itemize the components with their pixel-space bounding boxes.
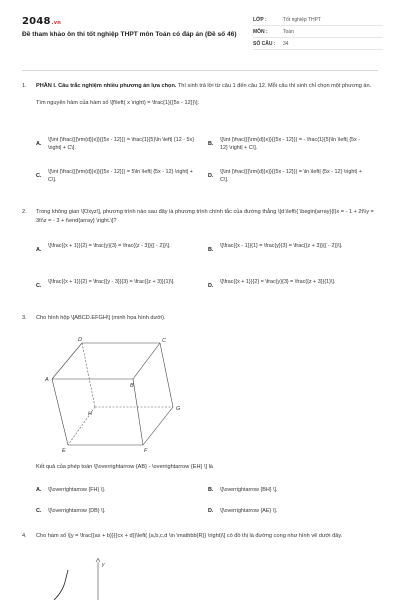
option-text: \[\frac{{x + 1}}{2} = \frac{y}{3} = \frac{{z + 3}}{1}\].: [220, 279, 336, 285]
option-label: A.: [36, 487, 42, 493]
vertex-label-h: H: [88, 411, 92, 417]
option-label: B.: [208, 141, 214, 147]
vertex-label-f: F: [144, 448, 148, 454]
option-text: \[\overrightarrow {BH} \].: [220, 487, 278, 493]
header-divider: [22, 70, 378, 71]
option-label: B.: [208, 247, 214, 253]
q3-option-d[interactable]: [208, 507, 368, 515]
meta-row-grade: [253, 14, 383, 26]
option-text: \[\overrightarrow {AE} \].: [220, 508, 278, 514]
option-label: D.: [208, 283, 214, 289]
question-4: [22, 532, 378, 541]
q3-prompt: [22, 463, 378, 472]
option-label: D.: [208, 508, 214, 514]
option-text: \[\frac{{x + 1}}{2} = \frac{{y - 3}}{3} = \frac{{z + 3}}{1}\].: [48, 279, 175, 285]
option-label: C.: [36, 508, 42, 514]
document-title: Đề tham khảo ôn thi tốt nghiệp THPT môn Toán có đáp án (Đề số 46): [22, 31, 237, 38]
option-label: A.: [36, 247, 42, 253]
meta-table: [253, 14, 383, 50]
meta-key: MÔN :: [253, 28, 268, 35]
option-text: \[\overrightarrow {DB} \].: [48, 508, 106, 514]
question-number: 4.: [22, 533, 27, 539]
meta-value: Tốt nghiệp THPT: [283, 16, 321, 23]
option-text: \[\overrightarrow {FH} \].: [48, 487, 106, 493]
edge-dh: [82, 343, 95, 407]
y-axis-label: y: [102, 562, 105, 568]
vertex-label-g: G: [176, 406, 181, 412]
question-2: [22, 208, 378, 225]
question-stem: Cho hàm số \[y = \frac{{ax + b}}{{cx + d}}\left( {a,b,c,d \in \mathbb{R}} \right)\] có đồ thị là đường cong như hình vẽ dưới đây.: [36, 533, 343, 539]
vertex-label-b: B: [130, 383, 134, 389]
question-intro: [36, 82, 378, 91]
option-text: \[\frac{{x - 1}}{1} = \frac{y}{3} = \frac{{z + 3}}{{ - 2}}\].: [220, 243, 343, 249]
option-label: D.: [208, 173, 214, 179]
page-header: [0, 0, 400, 64]
q1-option-c[interactable]: [36, 168, 196, 185]
q2-option-b[interactable]: [208, 242, 368, 253]
q2-option-a[interactable]: [36, 242, 196, 253]
edge-cg: [160, 343, 173, 407]
vertex-label-c: C: [162, 338, 166, 344]
section-heading: PHẦN I. Câu trắc nghiệm nhiều phương án lựa chọn.: [36, 83, 177, 89]
vertex-label-e: E: [62, 448, 66, 454]
q1-option-d[interactable]: [208, 168, 368, 185]
edge-bf: [133, 379, 143, 445]
question-stem: Cho hình hộp \[ABCD.EFGH\] (minh họa hình dưới).: [36, 315, 166, 321]
question-number: 1.: [22, 83, 27, 89]
question-prompt: Kết quả của phép toán \[\overrightarrow {AB} - \overrightarrow {EH} \] là: [36, 464, 213, 470]
q1-option-a[interactable]: [36, 136, 196, 153]
question-number: 3.: [22, 315, 27, 321]
option-label: C.: [36, 283, 42, 289]
site-logo[interactable]: [22, 16, 61, 27]
question-1: [22, 82, 378, 107]
meta-value: Toán: [283, 28, 294, 35]
option-label: A.: [36, 141, 42, 147]
question-number: 2.: [22, 209, 27, 215]
q1-option-b[interactable]: [208, 136, 368, 153]
q3-option-b[interactable]: [208, 486, 368, 494]
vertex-label-a: A: [45, 377, 49, 383]
option-label: C.: [36, 173, 42, 179]
edge-fg: [143, 407, 173, 445]
question-stem: Tìm nguyên hàm của hàm số \[f\left( x \right) = \frac{1}{{5x - 12}}\].: [36, 99, 200, 106]
y-axis-arrow-icon: [96, 559, 100, 563]
option-label: B.: [208, 487, 214, 493]
meta-row-count: [253, 38, 383, 50]
question-3: [22, 314, 378, 323]
question-stem: Trong không gian \[Oxyz\], phương trình nào sau đây là phương trình chính tắc của đường thẳng \[d:\left\{ \begin{array}{l}x = - 1 + 2t\\y = 3t\\z = - 3 + t\end{array} \right.\]?: [36, 209, 374, 224]
edge-ae: [52, 379, 68, 445]
vertex-label-d: D: [78, 337, 82, 343]
edge-ad: [52, 343, 82, 379]
option-text: \[\int {\frac{{{\rm{d}}x}}{{5x - 12}}} = 5\ln \left| {5x - 12} \right| + C\].: [48, 169, 193, 184]
meta-row-subject: [253, 26, 383, 38]
q3-option-c[interactable]: [36, 507, 196, 515]
section-instructions: Thí sinh trả lời từ câu 1 đến câu 12. Mỗi câu thí sinh chỉ chọn một phương án.: [176, 83, 372, 89]
logo-suffix: .vn: [51, 20, 61, 26]
meta-key: LỚP :: [253, 16, 267, 23]
edge-cb: [133, 343, 160, 379]
q2-option-c[interactable]: [36, 278, 196, 289]
option-text: \[\int {\frac{{{\rm{d}}x}}{{5x - 12}}} = - \frac{1}{5}\ln \left| {5x - 12} \right| + C\].: [220, 137, 361, 152]
q2-option-d[interactable]: [208, 278, 368, 289]
logo-main: 2048: [22, 16, 51, 27]
parallelepiped-figure: [40, 331, 190, 457]
option-text: \[\int {\frac{{{\rm{d}}x}}{{5x - 12}}} = \frac{1}{5}\ln \left| {12 - 5x} \right| + C\].: [48, 137, 195, 152]
graph-curve-branch: [54, 570, 68, 600]
meta-value: 34: [283, 40, 289, 47]
q3-option-a[interactable]: [36, 486, 196, 494]
option-text: \[\int {\frac{{{\rm{d}}x}}{{5x - 12}}} = \ln \left| {5x - 12} \right| + C\].: [220, 169, 362, 184]
meta-key: SỐ CÂU :: [253, 40, 276, 47]
function-graph-figure: [50, 558, 150, 600]
option-text: \[\frac{{x + 1}}{2} = \frac{y}{3} = \frac{{z - 3}}{{ - 2}}\].: [48, 243, 171, 249]
